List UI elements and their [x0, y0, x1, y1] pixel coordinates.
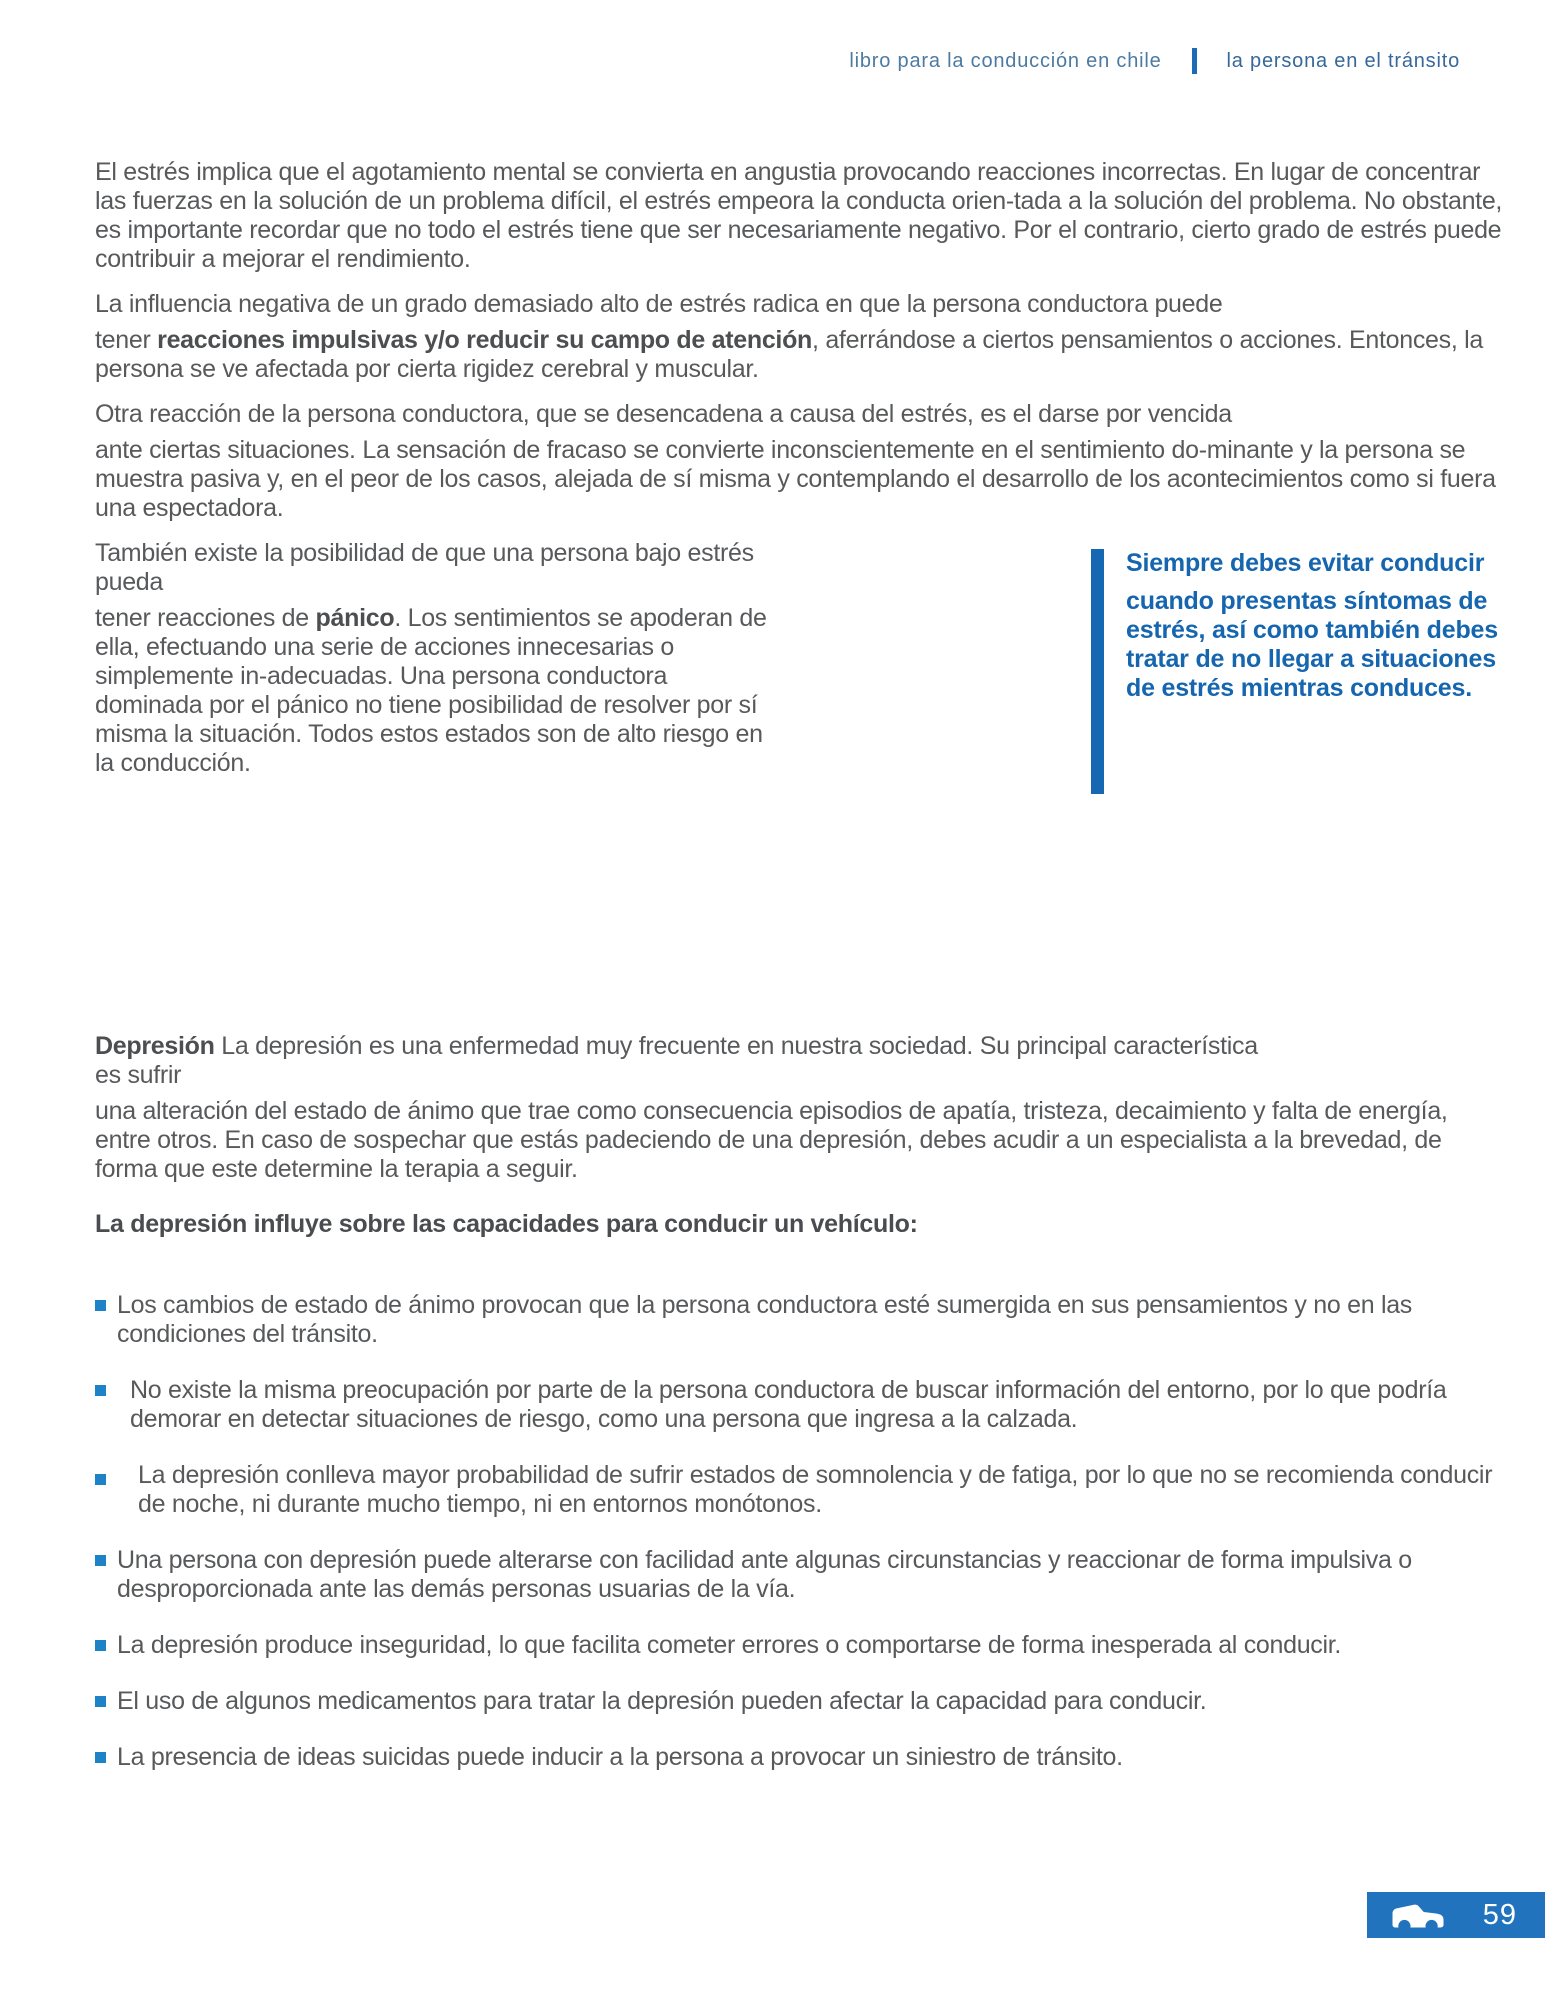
list-item — [95, 1291, 1503, 1349]
page-number: 59 — [1482, 1898, 1517, 1931]
bullet-square-icon — [95, 1696, 106, 1707]
list-item — [95, 1376, 1503, 1434]
section-depression — [95, 1032, 1503, 1772]
subheading-depression-effects: La depresión influye sobre las capacidades para conducir un vehículo: — [95, 1210, 918, 1238]
panic-and-callout-row — [95, 539, 1503, 794]
page-header — [849, 48, 1460, 74]
bullet-list — [95, 1291, 1503, 1772]
car-icon — [1389, 1898, 1447, 1932]
callout-rest: cuando presentas síntomas de estrés, así como también debes tratar de no llegar a situaciones de estrés mientras conduces. — [1126, 587, 1498, 702]
list-item — [95, 1687, 1503, 1716]
callout-warning — [1091, 549, 1503, 794]
paragraph-panic — [95, 604, 773, 778]
header-separator — [1192, 48, 1197, 74]
callout-text — [1126, 549, 1503, 794]
bullet-text: El uso de algunos medicamentos para tratar la depresión pueden afectar la capacidad para conducir. — [117, 1687, 1207, 1715]
bullet-square-icon — [95, 1555, 106, 1566]
paragraph-depression-description: una alteración del estado de ánimo que trae como consecuencia episodios de apatía, tristeza, decaimiento y falta de energía, entre otros. En caso de sospechar que estás padeciendo de una depresión, debes acudir a un especialista a la brevedad, de forma que este determine la terapia a seguir. — [95, 1097, 1448, 1183]
text-segment: tener — [95, 326, 158, 354]
chapter-title: la persona en el tránsito — [1226, 49, 1460, 72]
bold-panic: pánico — [315, 604, 395, 632]
bullet-text: Una persona con depresión puede alterarse con facilidad ante algunas circunstancias y reaccionar de forma impulsiva o desproporcionada ante las demás personas usuarias de la vía. — [117, 1546, 1412, 1603]
callout-line1: Siempre debes evitar conducir — [1126, 549, 1485, 577]
paragraph-depression-intro — [95, 1032, 1503, 1090]
bullet-square-icon — [95, 1300, 106, 1311]
section-heading-depression: Depresión — [95, 1032, 215, 1060]
page-number-badge — [1367, 1892, 1545, 1938]
paragraph-giving-up-line1: Otra reacción de la persona conductora, que se desencadena a causa del estrés, es el darse por vencida — [95, 400, 1232, 428]
paragraph-stress-negative-line1: La influencia negativa de un grado demasiado alto de estrés radica en que la persona conductora puede — [95, 290, 1223, 318]
callout-accent-bar — [1091, 549, 1104, 794]
text-segment: . Los sentimientos se apoderan de ella, efectuando una serie de acciones innecesarias o simplemente in-adecuadas. Una persona conductora dominada por el pánico no tiene posibilidad de resolver por sí misma la situación. Todos estos estados son de alto riesgo en la conducción. — [95, 604, 767, 777]
bullet-square-icon — [95, 1640, 106, 1651]
text-segment: es sufrir — [95, 1061, 182, 1089]
page-content — [95, 158, 1503, 1799]
paragraph-panic-column — [95, 539, 773, 794]
bullet-square-icon — [95, 1385, 106, 1396]
book-title: libro para la conducción en chile — [849, 49, 1162, 72]
text-segment: tener reacciones de — [95, 604, 316, 632]
bullet-text: La presencia de ideas suicidas puede inducir a la persona a provocar un siniestro de tránsito. — [117, 1743, 1123, 1771]
paragraph-stress-intro: El estrés implica que el agotamiento mental se convierta en angustia provocando reacciones incorrectas. En lugar de concentrar las fuerzas en la solución de un problema difícil, el estrés empeora la conducta orien-tada a la solución del problema. No obstante, es importante recordar que no todo el estrés tiene que ser necesariamente negativo. Por el contrario, cierto grado de estrés puede contribuir a mejorar el rendimiento. — [95, 158, 1503, 273]
list-item — [95, 1546, 1503, 1604]
paragraph-panic-line1: También existe la posibilidad de que una persona bajo estrés pueda — [95, 539, 754, 596]
text-segment: , aferrándose a ciertos pensamientos o acciones. Entonces, la persona se ve afectada por cierta rigidez cerebral y muscular. — [95, 326, 1484, 383]
bold-impulsive-reactions: reacciones impulsivas y/o reducir su campo de atención — [157, 326, 813, 354]
paragraph-giving-up: ante ciertas situaciones. La sensación de fracaso se convierte inconscientemente en el sentimiento do-minante y la persona se muestra pasiva y, en el peor de los casos, alejada de sí misma y contemplando el desarrollo de los acontecimientos como si fuera una espectadora. — [95, 436, 1496, 522]
bullet-square-icon — [95, 1752, 106, 1763]
list-item — [95, 1631, 1503, 1660]
bullet-square-icon — [95, 1474, 106, 1485]
bullet-text: No existe la misma preocupación por parte de la persona conductora de buscar información del entorno, por lo que podría demorar en detectar situaciones de riesgo, como una persona que ingresa a la calzada. — [130, 1376, 1447, 1433]
bullet-text: La depresión conlleva mayor probabilidad de sufrir estados de somnolencia y de fatiga, por lo que no se recomienda conducir de noche, ni durante mucho tiempo, ni en entornos monótonos. — [138, 1461, 1493, 1518]
paragraph-stress-negative — [95, 326, 1503, 384]
text-segment: La depresión es una enfermedad muy frecuente en nuestra sociedad. Su principal característica — [221, 1032, 1258, 1060]
list-item — [95, 1461, 1503, 1519]
bullet-text: Los cambios de estado de ánimo provocan que la persona conductora esté sumergida en sus pensamientos y no en las condiciones del tránsito. — [117, 1291, 1413, 1348]
list-item — [95, 1743, 1503, 1772]
bullet-text: La depresión produce inseguridad, lo que facilita cometer errores o comportarse de forma inesperada al conducir. — [117, 1631, 1342, 1659]
